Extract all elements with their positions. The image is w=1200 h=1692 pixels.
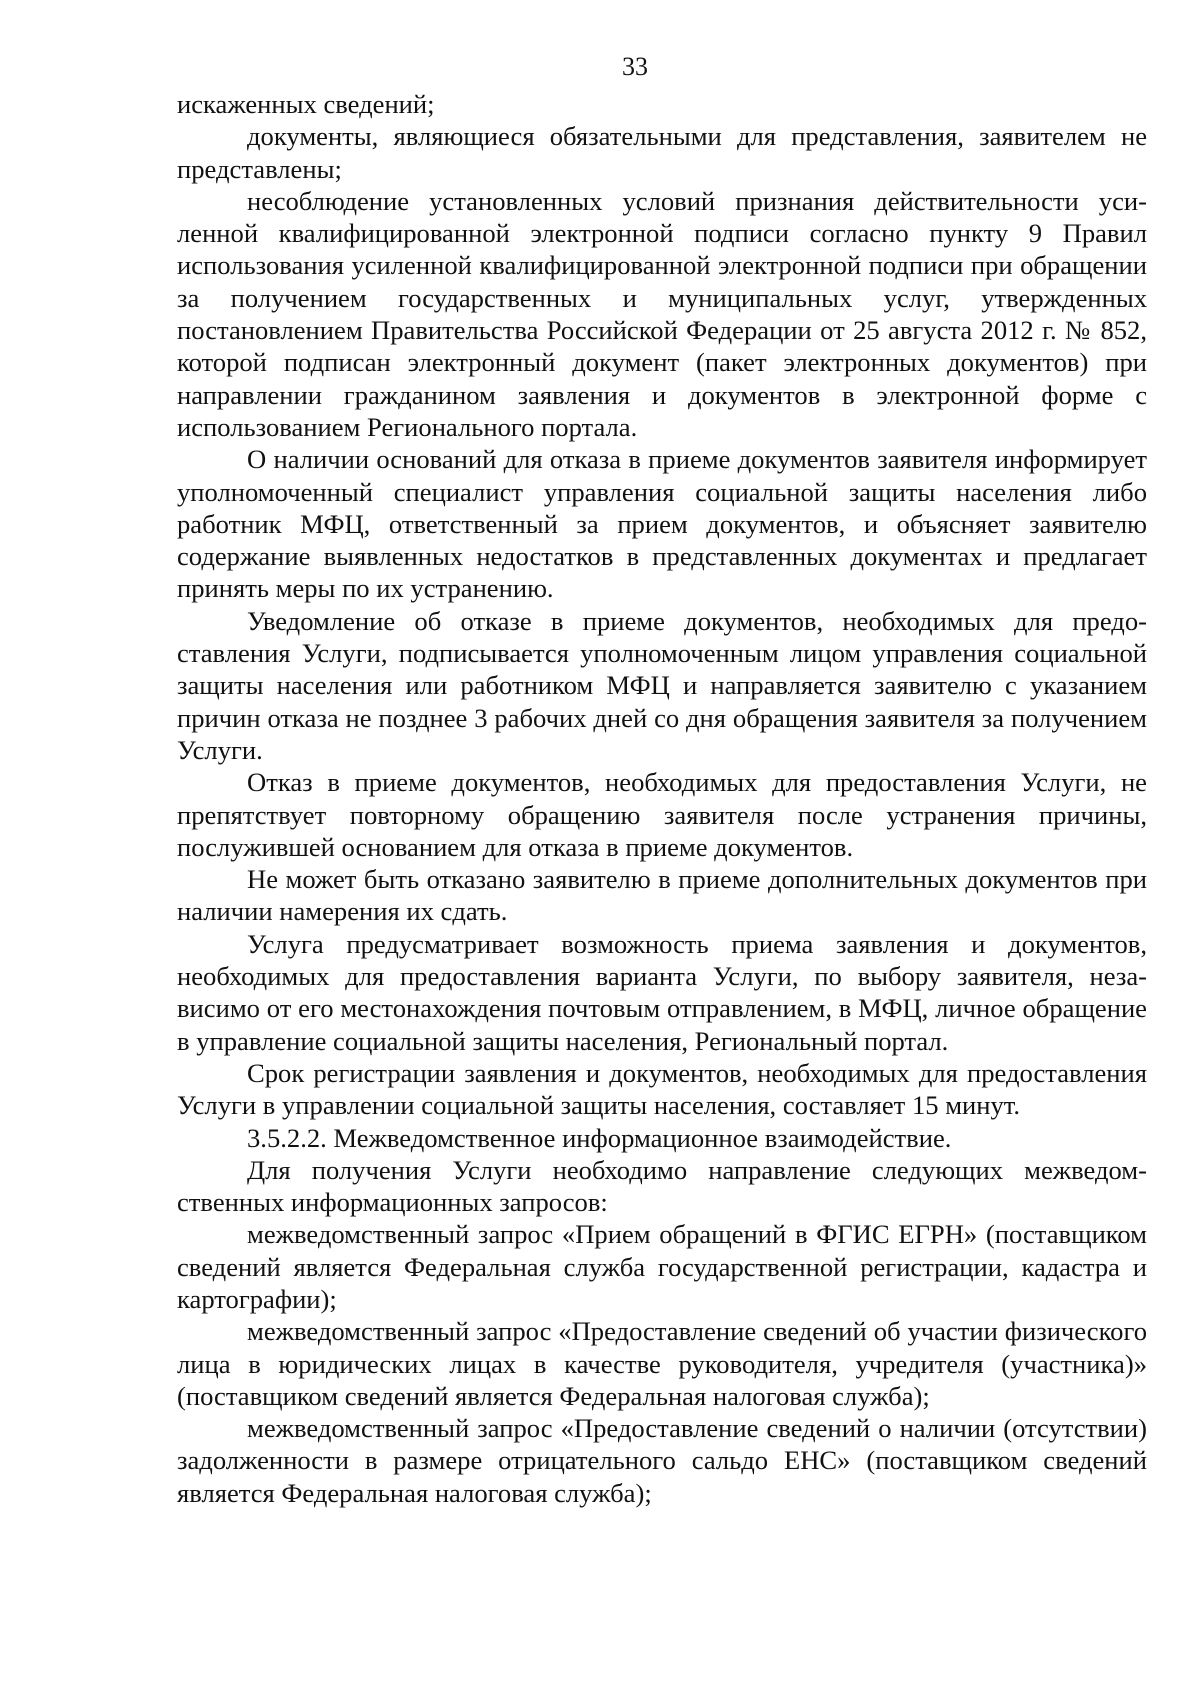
paragraph-7: Не может быть отказано заявителю в приеме дополнительных документов при наличии намерения их сдать. [177, 864, 1147, 927]
paragraph-13: межведомственный запрос «Предоставление сведений об участии физического лица в юридических лицах в качестве руководителя, учредителя (участника)» (поставщиком сведений является Федеральная налоговая служба); [177, 1316, 1147, 1411]
paragraph-4: О наличии оснований для отказа в приеме документов заявителя информирует уполномоченный специалист управления социальной защиты населения либо работник МФЦ, ответственный за прием документов, и объясняет заявителю содержание выявленных недостатков в представленных документах и предлагает принять меры по их устранению. [177, 444, 1147, 604]
paragraph-3: несоблюдение установленных условий признания действительности усиленной квалифицированной электронной подписи согласно пункту 9 Правил использования усиленной квалифицированной электронной подписи при обращении за получением государственных и муниципальных услуг, утвержденных постановлением Правительства Российской Федерации от 25 августа 2012 г. № 852, которой подписан электронный документ (пакет электронных документов) при направлении гражданином заявления и документов в электронной форме с использованием Регионального портала. [177, 185, 1147, 442]
paragraph-8: Услуга предусматривает возможность приема заявления и документов, необходимых для предоставления варианта Услуги, по выбору заявителя, независимо от его местонахождения почтовым отправлением, в МФЦ, личное обращение в управление социальной защиты населения, Региональный портал. [177, 928, 1147, 1056]
paragraph-11: Для получения Услуги необходимо направление следующих межведомственных информационных запросов: [177, 1154, 1147, 1218]
paragraph-12: межведомственный запрос «Прием обращений в ФГИС ЕГРН» (поставщиком сведений является Федеральная служба государственной регистрации, кадастра и картографии); [177, 1219, 1147, 1314]
paragraph-1: искаженных сведений; [177, 89, 435, 119]
paragraph-6: Отказ в приеме документов, необходимых для предоставления Услуги, не препятствует повторному обращению заявителя после устранения причины, послужившей основанием для отказа в приеме документов. [177, 767, 1147, 862]
paragraph-5: Уведомление об отказе в приеме документов, необходимых для предоставления Услуги, подписывается уполномоченным лицом управления социальной защиты населения или работником МФЦ и направляется заявителю с указанием причин отказа не позднее 3 рабочих дней со дня обращения заявителя за получением Услуги. [177, 605, 1147, 765]
section-heading: 3.5.2.2. Межведомственное информационное взаимодействие. [247, 1122, 952, 1153]
paragraph-14: межведомственный запрос «Предоставление сведений о наличии (отсутствии) задолженности в размере отрицательного сальдо ЕНС» (поставщиком сведений является Федеральная налоговая служба); [177, 1413, 1147, 1508]
document-body [177, 88, 1147, 1509]
page-number: 33 [622, 52, 648, 81]
paragraph-2: документы, являющиеся обязательными для представления, заявителем не представлены; [177, 121, 1147, 184]
paragraph-9: Срок регистрации заявления и документов, необходимых для предоставления Услуги в управлении социальной защиты населения, составляет 15 минут. [177, 1057, 1147, 1121]
